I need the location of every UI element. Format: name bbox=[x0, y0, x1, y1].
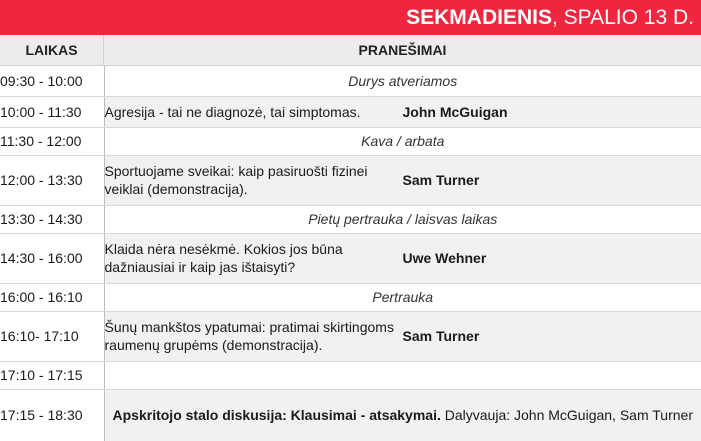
table-row bbox=[0, 66, 701, 96]
time-cell: 14:30 - 16:00 bbox=[0, 233, 104, 283]
table-row bbox=[0, 127, 701, 155]
day-date: , SPALIO 13 D. bbox=[552, 6, 694, 30]
break-note bbox=[104, 361, 701, 389]
table-row bbox=[0, 205, 701, 233]
time-cell: 16:00 - 16:10 bbox=[0, 283, 104, 311]
discussion-title: Apskritojo stalo diskusija: Klausimai - atsakymai. bbox=[113, 407, 441, 423]
table-row bbox=[0, 96, 701, 127]
speaker-name: John McGuigan bbox=[403, 96, 701, 127]
time-cell: 11:30 - 12:00 bbox=[0, 127, 104, 155]
break-note: Pertrauka bbox=[104, 283, 701, 311]
table-row bbox=[0, 283, 701, 311]
break-note: Durys atveriamos bbox=[104, 66, 701, 96]
discussion-participants: Dalyvauja: John McGuigan, Sam Turner bbox=[441, 407, 693, 423]
talk-title: Sportuojame sveikai: kaip pasiruošti fizinei veiklai (demonstracija). bbox=[104, 155, 403, 205]
time-cell: 12:00 - 13:30 bbox=[0, 155, 104, 205]
schedule-table bbox=[0, 66, 701, 441]
time-cell: 10:00 - 11:30 bbox=[0, 96, 104, 127]
time-cell: 13:30 - 14:30 bbox=[0, 205, 104, 233]
time-cell: 17:15 - 18:30 bbox=[0, 389, 104, 441]
speaker-name: Sam Turner bbox=[403, 311, 701, 361]
column-header bbox=[0, 35, 701, 66]
table-row bbox=[0, 155, 701, 205]
discussion-cell bbox=[104, 389, 701, 441]
day-banner bbox=[0, 0, 701, 35]
break-note: Pietų pertrauka / laisvas laikas bbox=[104, 205, 701, 233]
break-note: Kava / arbata bbox=[104, 127, 701, 155]
table-row bbox=[0, 389, 701, 441]
time-cell: 17:10 - 17:15 bbox=[0, 361, 104, 389]
table-row bbox=[0, 361, 701, 389]
time-column-header: LAIKAS bbox=[0, 35, 104, 65]
time-cell: 09:30 - 10:00 bbox=[0, 66, 104, 96]
talk-title: Klaida nėra nesėkmė. Kokios jos būna dažniausiai ir kaip jas ištaisyti? bbox=[104, 233, 403, 283]
speaker-name: Sam Turner bbox=[403, 155, 701, 205]
table-row bbox=[0, 233, 701, 283]
table-row bbox=[0, 311, 701, 361]
talk-title: Agresija - tai ne diagnozė, tai simptomas. bbox=[104, 96, 403, 127]
talk-title: Šunų mankštos ypatumai: pratimai skirtingoms raumenų grupėms (demonstracija). bbox=[104, 311, 403, 361]
time-cell: 16:10- 17:10 bbox=[0, 311, 104, 361]
speaker-name: Uwe Wehner bbox=[403, 233, 701, 283]
talks-column-header: PRANEŠIMAI bbox=[104, 35, 701, 65]
day-name: SEKMADIENIS bbox=[406, 6, 552, 30]
